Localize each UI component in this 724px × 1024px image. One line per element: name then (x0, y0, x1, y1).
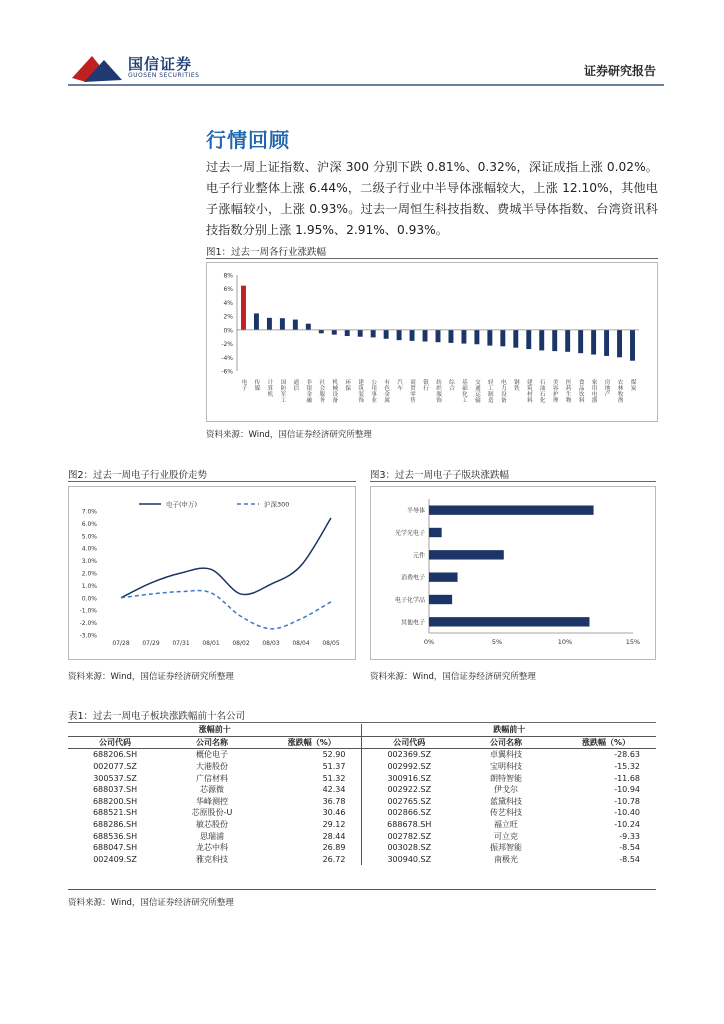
fig1-category-label: 纺织服饰 (435, 379, 441, 403)
cell-change: 26.72 (262, 854, 362, 866)
cell-name: 福立旺 (494, 820, 519, 830)
table1-source: 资料来源：Wind，国信证券经济研究所整理 (68, 898, 234, 908)
fig1-bar (397, 330, 402, 340)
col-header-code-up: 公司代码 (68, 736, 162, 749)
cell-code: 002782.SZ (387, 831, 432, 841)
fig1-bar (539, 330, 544, 351)
fig1-category-label: 计算机 (266, 379, 273, 397)
fig1-bar (371, 330, 376, 338)
fig1-category-label: 传媒 (253, 379, 260, 391)
fig3-category-label: 其他电子 (400, 619, 425, 627)
cell-change: 36.78 (262, 796, 362, 808)
cell-code: 688206.SH (92, 750, 138, 760)
fig1-bar (513, 330, 518, 348)
fig3-category-label: 电子化学品 (394, 597, 425, 604)
col-header-name-down: 公司名称 (456, 736, 556, 749)
cell-name: 华峰测控 (196, 796, 229, 806)
logo-english-text: GUOSEN SECURITIES (128, 72, 200, 79)
fig2-ytick-label: 1.0% (81, 582, 97, 590)
fig1-category-label: 电子 (240, 379, 247, 391)
fig1-ytick-label: -4% (221, 354, 233, 362)
cell-name: 芯源微 (200, 785, 225, 795)
cell-change: 29.12 (262, 819, 362, 831)
section-title: 行情回顾 (206, 128, 290, 152)
cell-name: 传艺科技 (490, 808, 523, 818)
fig1-category-label: 电力设备 (499, 379, 506, 403)
cell-name: 蓝黛科技 (490, 796, 523, 806)
fig1-category-label: 非银金融 (305, 379, 312, 403)
cell-code: 688047.SH (92, 843, 138, 853)
fig2-ytick-label: -1.0% (79, 607, 97, 615)
table-row (68, 749, 656, 761)
fig3-bar (429, 528, 442, 537)
fig3-xtick-label: 10% (557, 638, 573, 646)
fig1-category-label: 综合 (447, 379, 454, 391)
fig1-bar (345, 330, 350, 336)
fig2-series-line (121, 591, 331, 629)
fig1-bar (436, 330, 441, 342)
fig2-ytick-label: 6.0% (81, 520, 97, 528)
group-down-label: 跌幅前十 (362, 724, 656, 736)
fig2-xtick-label: 08/04 (292, 640, 310, 647)
cell-code: 688536.SH (92, 831, 138, 841)
fig1-bar (565, 330, 570, 352)
summary-paragraph: 过去一周上证指数、沪深 300 分别下跌 0.81%、0.32%，深证成指上涨 0.02%。电子行业整体上涨 6.44%，二级子行业中半导体涨幅较大，上涨 12.10%，其他电子涨幅较小，上涨 0.93%。过去一周恒生科技指数、费城半导体指数、台湾资讯科技指数分别上涨 1.95%、2.91%、0.93%。 (206, 160, 658, 237)
cell-change: -15.32 (614, 762, 640, 772)
fig2-ytick-label: 2.0% (81, 570, 97, 578)
table-group-row (68, 724, 656, 736)
fig1-category-label: 汽车 (396, 379, 403, 391)
fig1-ytick-label: 4% (223, 299, 233, 307)
cell-code: 688200.SH (92, 796, 138, 806)
fig2-xtick-label: 08/02 (232, 640, 250, 647)
fig3-category-label: 消费电子 (400, 574, 425, 582)
cell-change: -28.63 (614, 750, 640, 760)
fig1-category-label: 商贸零售 (409, 379, 416, 403)
fig1-category-label: 银行 (422, 379, 429, 391)
fig1-category-label: 美容护理 (551, 379, 558, 403)
cell-name: 可立克 (494, 831, 519, 841)
fig1-chart-frame (206, 262, 658, 422)
table-row (68, 819, 656, 831)
fig1-category-label: 煤炭 (629, 379, 636, 391)
fig1-bar (280, 318, 285, 330)
cell-change: 42.34 (262, 784, 362, 796)
fig1-category-label: 基础化工 (460, 379, 467, 403)
col-header-change-down: 涨跌幅（%） (556, 736, 656, 749)
cell-name: 南极光 (494, 854, 519, 864)
fig3-category-label: 半导体 (406, 507, 425, 515)
cell-name: 振邦智能 (490, 843, 523, 853)
fig1-bar (306, 324, 311, 330)
fig1-category-label: 建筑材料 (525, 379, 532, 403)
cell-code: 300916.SZ (387, 773, 432, 783)
fig2-legend-label: 电子(申万) (166, 500, 198, 509)
fig3-xtick-label: 0% (423, 638, 435, 646)
fig2-ytick-label: 4.0% (81, 545, 97, 553)
table-row (68, 784, 656, 796)
table1-title: 表1：过去一周电子板块涨跌幅前十名公司 (68, 711, 246, 722)
fig1-bar (358, 330, 363, 337)
fig1-bar (474, 330, 479, 344)
cell-name: 思瑞浦 (200, 831, 225, 841)
cell-code: 300940.SZ (387, 854, 432, 864)
fig1-category-label: 房地产 (603, 379, 610, 397)
fig1-bar (630, 330, 635, 361)
fig2-xtick-label: 08/05 (322, 640, 340, 647)
fig1-title-rule (206, 258, 658, 259)
fig1-ytick-label: -2% (221, 341, 233, 349)
cell-change: 51.32 (262, 772, 362, 784)
fig1-category-label: 国防军工 (279, 379, 286, 403)
fig1-bar (293, 320, 298, 330)
cell-name: 伊戈尔 (494, 785, 519, 795)
fig2-ytick-label: 7.0% (81, 508, 97, 516)
report-type-label: 证券研究报告 (583, 64, 656, 78)
logo-mark-icon (70, 52, 124, 84)
table-row (68, 796, 656, 808)
cell-change: 26.89 (262, 842, 362, 854)
fig3-bar (429, 505, 594, 514)
fig1-category-label: 机械设备 (331, 379, 338, 403)
fig2-source: 资料来源：Wind，国信证券经济研究所整理 (68, 672, 234, 682)
cell-code: 688678.SH (387, 820, 432, 830)
cell-code: 002077.SZ (93, 762, 137, 772)
table1-title-rule (68, 722, 656, 723)
fig3-bar (429, 550, 504, 559)
cell-name: 概伦电子 (196, 750, 229, 760)
cell-code: 002922.SZ (387, 785, 432, 795)
fig2-ytick-label: -2.0% (79, 620, 97, 628)
fig2-ytick-label: 3.0% (81, 558, 97, 566)
cell-change: 28.44 (262, 830, 362, 842)
table-row (68, 772, 656, 784)
fig1-bar (332, 330, 337, 335)
fig1-bar (526, 330, 531, 349)
fig2-series-line (121, 518, 331, 598)
fig1-source: 资料来源：Wind，国信证券经济研究所整理 (206, 430, 372, 440)
fig2-title: 图2：过去一周电子行业股价走势 (68, 470, 208, 481)
fig1-ytick-label: 2% (223, 313, 233, 321)
cell-name: 雅克科技 (196, 854, 229, 864)
cell-code: 003028.SZ (387, 843, 432, 853)
fig1-bar (487, 330, 492, 346)
col-header-change-up: 涨跌幅（%） (262, 736, 362, 749)
fig1-category-label: 通信 (292, 379, 299, 391)
fig1-ytick-label: 8% (223, 272, 233, 280)
cell-code: 300537.SZ (93, 773, 137, 783)
cell-change: -10.24 (614, 820, 640, 830)
table1-bottom-rule (68, 889, 656, 890)
fig1-category-label: 钢铁 (512, 379, 519, 391)
cell-code: 688037.SH (92, 785, 138, 795)
fig1-category-label: 农林牧渔 (616, 379, 623, 403)
table-row (68, 807, 656, 819)
cell-name: 龙芯中科 (196, 843, 229, 853)
fig1-category-label: 建筑装饰 (357, 379, 364, 403)
fig3-source: 资料来源：Wind，国信证券经济研究所整理 (370, 672, 536, 682)
fig1-category-label: 食品饮料 (577, 379, 584, 403)
cell-change: 30.46 (262, 807, 362, 819)
cell-name: 大港股份 (196, 762, 229, 772)
cell-name: 芯原股份-U (191, 808, 233, 818)
fig3-title-rule (370, 481, 656, 482)
cell-code: 688521.SH (92, 808, 138, 818)
fig2-ytick-label: 5.0% (81, 533, 97, 541)
fig3-category-label: 光学光电子 (394, 530, 425, 537)
fig1-bar (461, 330, 466, 344)
fig1-bar (617, 330, 622, 357)
top-movers-table (68, 724, 656, 865)
logo-text: 国信证券 (128, 55, 193, 73)
fig1-bar (254, 313, 259, 329)
fig1-ytick-label: 0% (223, 327, 233, 335)
cell-code: 002765.SZ (387, 796, 432, 806)
fig1-category-label: 医药生物 (564, 379, 571, 403)
cell-code: 002369.SZ (387, 750, 432, 760)
fig1-bar (449, 330, 454, 343)
fig1-bar (410, 330, 415, 341)
cell-change: -10.40 (614, 808, 640, 818)
cell-change: 52.90 (262, 749, 362, 761)
fig1-category-label: 轻工制造 (486, 379, 493, 403)
fig2-chart (69, 487, 355, 659)
fig3-bar (429, 595, 452, 604)
fig1-title: 图1：过去一周各行业涨跌幅 (206, 247, 327, 258)
cell-change: -10.94 (614, 785, 640, 795)
fig1-category-label: 家用电器 (590, 379, 597, 403)
fig2-ytick-label: -3.0% (79, 632, 97, 640)
fig1-bar (500, 330, 505, 346)
cell-change: -11.68 (614, 773, 640, 783)
fig2-ytick-label: 0.0% (81, 595, 97, 603)
fig1-bar (267, 318, 272, 330)
fig1-bar (423, 330, 428, 342)
cell-name: 敏芯股份 (196, 820, 229, 830)
cell-name: 广信材料 (196, 773, 229, 783)
fig3-chart-frame (370, 486, 656, 660)
table-row (68, 761, 656, 773)
cell-name: 卓翼科技 (490, 750, 523, 760)
group-up-label: 涨幅前十 (68, 724, 362, 736)
fig1-bar (552, 330, 557, 351)
fig2-xtick-label: 07/31 (172, 640, 190, 647)
fig1-bar (319, 330, 324, 333)
fig1-chart (207, 263, 657, 421)
cell-code: 688286.SH (92, 820, 138, 830)
table-row (68, 842, 656, 854)
cell-change: -8.54 (619, 854, 640, 864)
fig1-bar (384, 330, 389, 339)
col-header-name-up: 公司名称 (162, 736, 262, 749)
cell-code: 002409.SZ (93, 854, 137, 864)
fig1-category-label: 石油石化 (538, 379, 545, 403)
fig1-category-label: 环保 (344, 379, 351, 391)
fig2-xtick-label: 07/28 (112, 640, 130, 647)
fig2-xtick-label: 07/29 (142, 640, 160, 647)
col-header-code-down: 公司代码 (362, 736, 456, 749)
fig1-bar (604, 330, 609, 356)
fig3-title: 图3：过去一周电子子版块涨跌幅 (370, 470, 510, 481)
fig2-chart-frame (68, 486, 356, 660)
cell-name: 宝明科技 (490, 762, 523, 772)
fig1-ytick-label: 6% (223, 286, 233, 294)
table-header-row (68, 736, 656, 749)
fig1-category-label: 交通运输 (473, 379, 480, 403)
fig3-chart (371, 487, 655, 659)
fig1-category-label: 社会服务 (318, 379, 325, 403)
cell-change: -9.33 (619, 831, 640, 841)
fig1-ytick-label: -6% (221, 368, 233, 376)
fig1-bar (591, 330, 596, 355)
cell-name: 朗特智能 (490, 773, 523, 783)
fig2-xtick-label: 08/01 (202, 640, 220, 647)
fig3-bar (429, 617, 589, 626)
cell-change: 51.37 (262, 761, 362, 773)
header-divider (68, 84, 664, 86)
cell-change: -8.54 (619, 843, 640, 853)
cell-code: 002866.SZ (387, 808, 432, 818)
cell-code: 002992.SZ (387, 762, 432, 772)
fig1-bar (241, 286, 246, 330)
table-row (68, 830, 656, 842)
cell-change: -10.78 (614, 796, 640, 806)
fig3-bar (429, 572, 458, 581)
fig1-category-label: 有色金属 (383, 379, 390, 403)
fig2-xtick-label: 08/03 (262, 640, 280, 647)
fig2-legend-label: 沪深300 (264, 500, 290, 509)
fig1-category-label: 公用事业 (370, 379, 377, 403)
fig3-xtick-label: 5% (491, 638, 503, 646)
fig3-xtick-label: 15% (625, 638, 641, 646)
fig3-category-label: 元件 (412, 552, 425, 560)
fig2-title-rule (68, 481, 356, 482)
fig1-bar (578, 330, 583, 353)
table-row (68, 854, 656, 866)
